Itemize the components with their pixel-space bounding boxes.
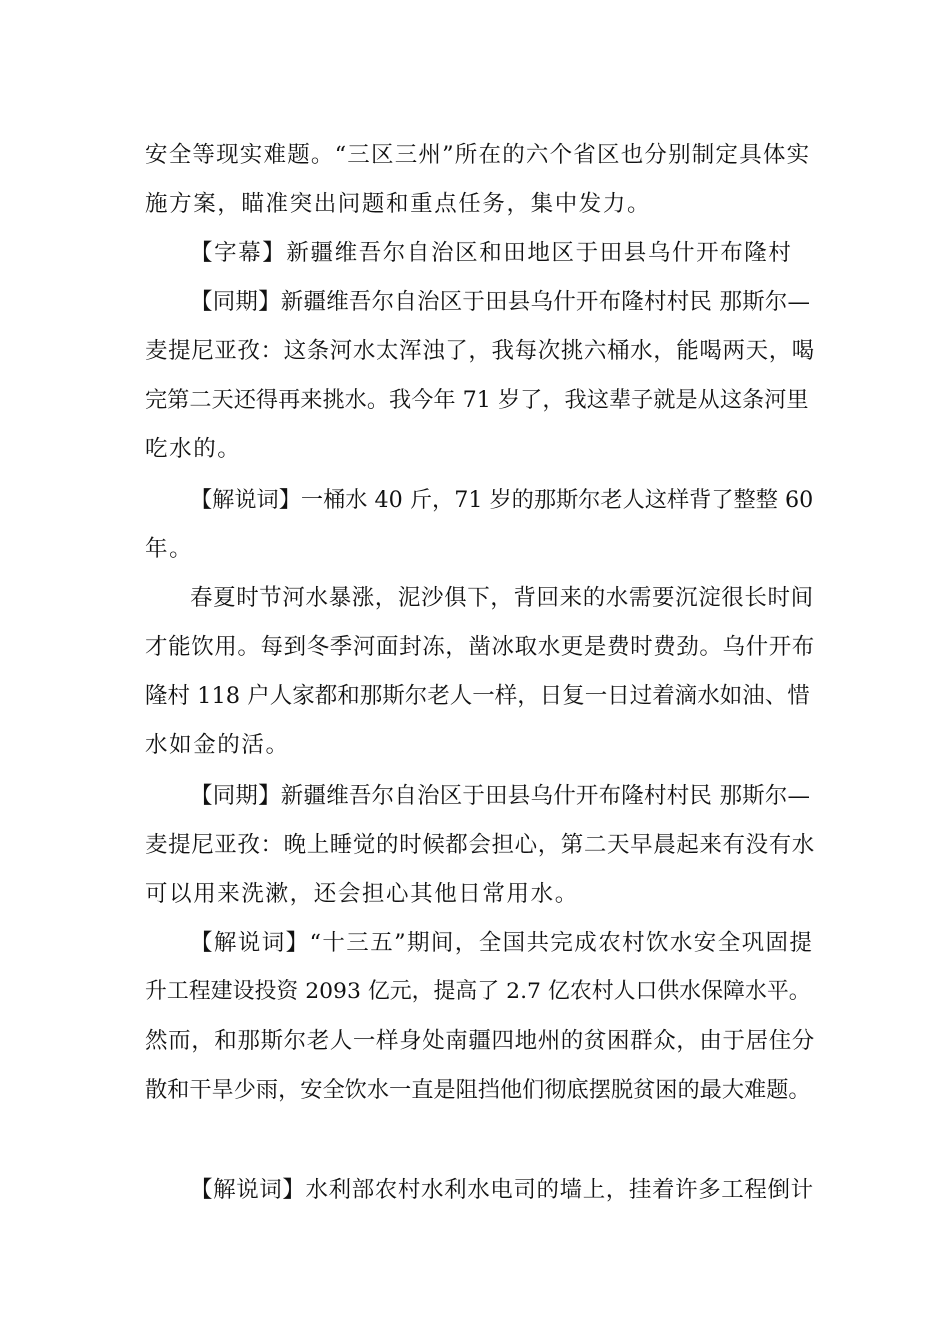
narration-line: 【解说词】一桶水 40 斤，71 岁的那斯尔老人这样背了整整 60 (190, 487, 814, 513)
text-line: 然而，和那斯尔老人一样身处南疆四地州的贫困群众，由于居住分 (145, 1028, 815, 1054)
text-line: 施方案，瞄准突出问题和重点任务，集中发力。 (145, 191, 652, 217)
sync-line: 【同期】新疆维吾尔自治区于田县乌什开布隆村村民 那斯尔— (190, 289, 811, 315)
text-line: 春夏时节河水暴涨，泥沙俱下，背回来的水需要沉淀很长时间 (190, 585, 814, 611)
text-line: 年。 (145, 536, 194, 562)
text-line: 升工程建设投资 2093 亿元，提高了 2.7 亿农村人口供水保障水平。 (145, 979, 811, 1004)
text-line: 完第二天还得再来挑水。我今年 71 岁了，我这辈子就是从这条河里 (145, 387, 809, 413)
text-line: 安全等现实难题。“三区三州”所在的六个省区也分别制定具体实 (145, 142, 811, 168)
text-line: 可以用来洗漱，还会担心其他日常用水。 (145, 881, 579, 907)
text-line: 水如金的活。 (145, 732, 290, 758)
text-line: 吃水的。 (145, 436, 242, 462)
text-line: 麦提尼亚孜：晚上睡觉的时候都会担心，第二天早晨起来有没有水 (145, 832, 815, 858)
narration-line: 【解说词】水利部农村水利水电司的墙上，挂着许多工程倒计 (190, 1177, 814, 1203)
text-line: 才能饮用。每到冬季河面封冻，凿冰取水更是费时费劲。乌什开布 (145, 634, 815, 660)
narration-line: 【解说词】“十三五”期间，全国共完成农村饮水安全巩固提 (190, 930, 814, 956)
text-line: 麦提尼亚孜：这条河水太浑浊了，我每次挑六桶水，能喝两天，喝 (145, 338, 815, 364)
text-line: 散和干旱少雨，安全饮水一直是阻挡他们彻底摆脱贫困的最大难题。 (145, 1077, 811, 1103)
caption-line: 【字幕】新疆维吾尔自治区和田地区于田县乌什开布隆村 (190, 240, 793, 266)
sync-line: 【同期】新疆维吾尔自治区于田县乌什开布隆村村民 那斯尔— (190, 783, 811, 809)
text-line: 隆村 118 户人家都和那斯尔老人一样，日复一日过着滴水如油、惜 (145, 683, 810, 709)
